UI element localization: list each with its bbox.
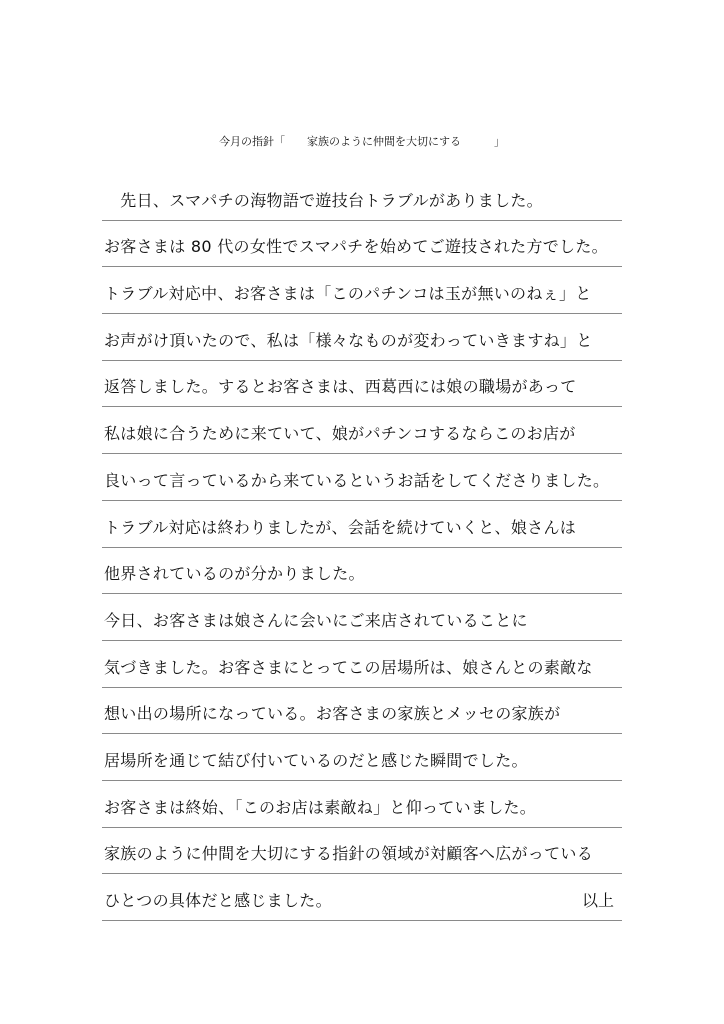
- essay-line-11: 気づきました。お客さまにとってこの居場所は、娘さんとの素敵な: [104, 657, 593, 677]
- essay-line-7: 良いって言っているから来ているというお話をしてくださりました。: [104, 470, 610, 490]
- ruled-line: [102, 874, 622, 921]
- essay-line-13: 居場所を通じて結び付いているのだと感じた瞬間でした。: [104, 750, 528, 770]
- ruled-line: [102, 267, 622, 314]
- ruled-line: [102, 828, 622, 875]
- ruled-line: [102, 501, 622, 548]
- essay-line-1: 先日、スマパチの海物語で遊技台トラブルがありました。: [104, 190, 543, 210]
- ruled-line: [102, 781, 622, 828]
- ruled-line: [102, 548, 622, 595]
- ruled-line: [102, 688, 622, 735]
- essay-line-12: 想い出の場所になっている。お客さまの家族とメッセの家族が: [104, 704, 561, 724]
- ruled-line: [102, 174, 622, 221]
- ruled-line: [102, 361, 622, 408]
- essay-line-2: お客さまは 80 代の女性でスマパチを始めてご遊技された方でした。: [104, 237, 608, 257]
- ruled-line: [102, 594, 622, 641]
- essay-line-4: お声がけ頂いたので、私は「様々なものが変わっていきますね」と: [104, 330, 593, 350]
- essay-line-15: 家族のように仲間を大切にする指針の領域が対顧客へ広がっている: [104, 844, 594, 864]
- essay-line-16: ひとつの具体だと感じました。: [104, 891, 332, 910]
- essay-line-6: 私は娘に合うために来ていて、娘がパチンコするならこのお店が: [104, 424, 576, 444]
- essay-line-5: 返答しました。するとお客さまは、西葛西には娘の職場があって: [104, 377, 577, 397]
- essay-line-14: お客さまは終始、「このお店は素敵ね」と仰っていました。: [104, 797, 537, 817]
- essay-body: [102, 174, 622, 921]
- essay-line-8: トラブル対応は終わりましたが、会話を続けていくと、娘さんは: [104, 517, 577, 537]
- ruled-line: [102, 314, 622, 361]
- essay-line-9: 他界されているのが分かりました。: [104, 564, 365, 584]
- ruled-line: [102, 221, 622, 268]
- ruled-line: [102, 734, 622, 781]
- ruled-line: [102, 407, 622, 454]
- ruled-line: [102, 641, 622, 688]
- essay-line-10: 今日、お客さまは娘さんに会いにご来店されていることに: [104, 610, 528, 630]
- monthly-guideline-heading: 今月の指針「 家族のように仲間を大切にする 」: [219, 135, 505, 148]
- essay-line-3: トラブル対応中、お客さまは「このパチンコは玉が無いのねぇ」と: [104, 284, 592, 304]
- closing-mark: 以上: [581, 891, 614, 910]
- ruled-line: [102, 454, 622, 501]
